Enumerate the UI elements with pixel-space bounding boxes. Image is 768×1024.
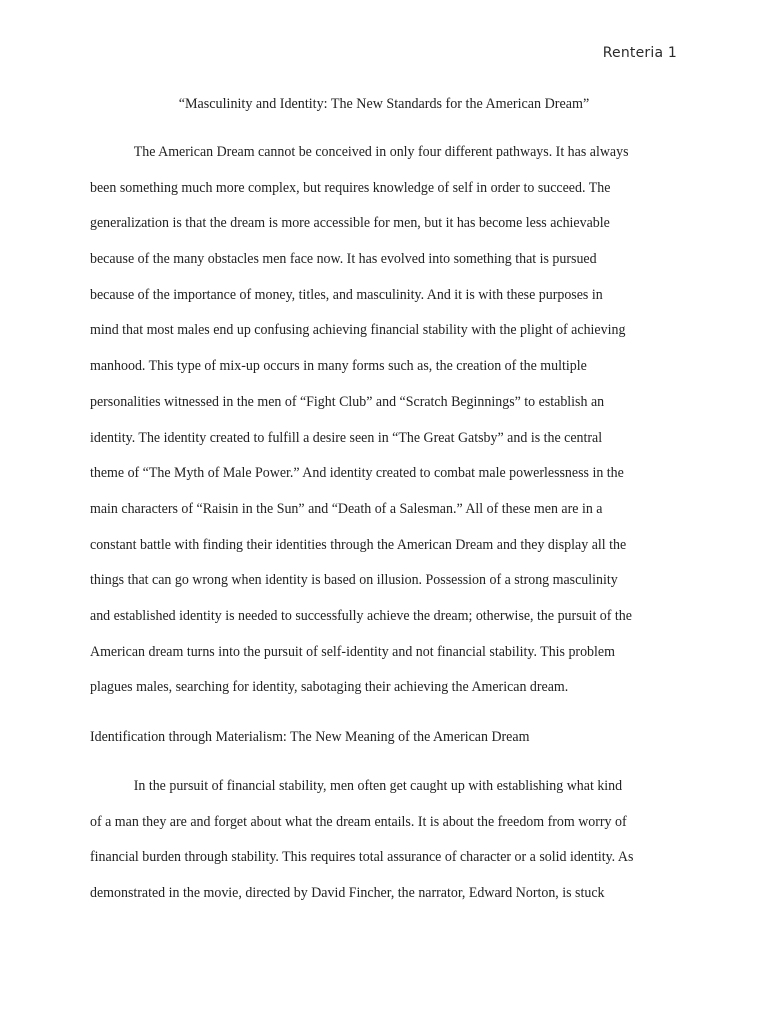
paragraph-line: of a man they are and forget about what the dream entails. It is about the freedom from worry of <box>90 813 627 830</box>
body-paragraph-1 <box>90 142 702 713</box>
paragraph-line: theme of “The Myth of Male Power.” And identity created to combat male powerlessness in the <box>90 465 624 482</box>
paragraph-line: been something much more complex, but requires knowledge of self in order to succeed. The <box>90 179 611 196</box>
essay-title: “Masculinity and Identity: The New Standards for the American Dream” <box>178 96 590 112</box>
paragraph-line: main characters of “Raisin in the Sun” and “Death of a Salesman.” All of these men are in a <box>90 500 603 517</box>
paragraph-line: personalities witnessed in the men of “Fight Club” and “Scratch Beginnings” to establish an <box>90 393 605 410</box>
paragraph-line: American dream turns into the pursuit of self-identity and not financial stability. This problem <box>90 643 615 660</box>
paragraph-line: manhood. This type of mix-up occurs in many forms such as, the creation of the multiple <box>90 358 587 375</box>
paragraph-line: generalization is that the dream is more accessible for men, but it has become less achievable <box>90 215 610 232</box>
running-head: Renteria 1 <box>602 45 677 61</box>
body-paragraph-2 <box>90 776 702 919</box>
paragraph-line: In the pursuit of financial stability, men often get caught up with establishing what kind <box>133 778 623 794</box>
paragraph-line: plagues males, searching for identity, sabotaging their achieving the American dream. <box>90 679 569 696</box>
paragraph-line: constant battle with finding their identities through the American Dream and they display all the <box>90 536 627 553</box>
paragraph-line: and established identity is needed to successfully achieve the dream; otherwise, the pursuit of the <box>90 607 632 624</box>
paragraph-line: The American Dream cannot be conceived in only four different pathways. It has always <box>133 144 629 160</box>
paragraph-line: because of the importance of money, titles, and masculinity. And it is with these purposes in <box>90 286 603 303</box>
paragraph-line: demonstrated in the movie, directed by David Fincher, the narrator, Edward Norton, is stuck <box>90 885 605 902</box>
paragraph-line: things that can go wrong when identity is based on illusion. Possession of a strong masculinity <box>90 572 618 589</box>
paragraph-line: mind that most males end up confusing achieving financial stability with the plight of achieving <box>90 322 626 339</box>
section-subheading: Identification through Materialism: The New Meaning of the American Dream <box>90 729 530 745</box>
paragraph-line: financial burden through stability. This requires total assurance of character or a solid identity. As <box>90 849 634 866</box>
paragraph-line: because of the many obstacles men face now. It has evolved into something that is pursued <box>90 251 597 268</box>
paragraph-line: identity. The identity created to fulfill a desire seen in “The Great Gatsby” and is the central <box>90 429 603 446</box>
